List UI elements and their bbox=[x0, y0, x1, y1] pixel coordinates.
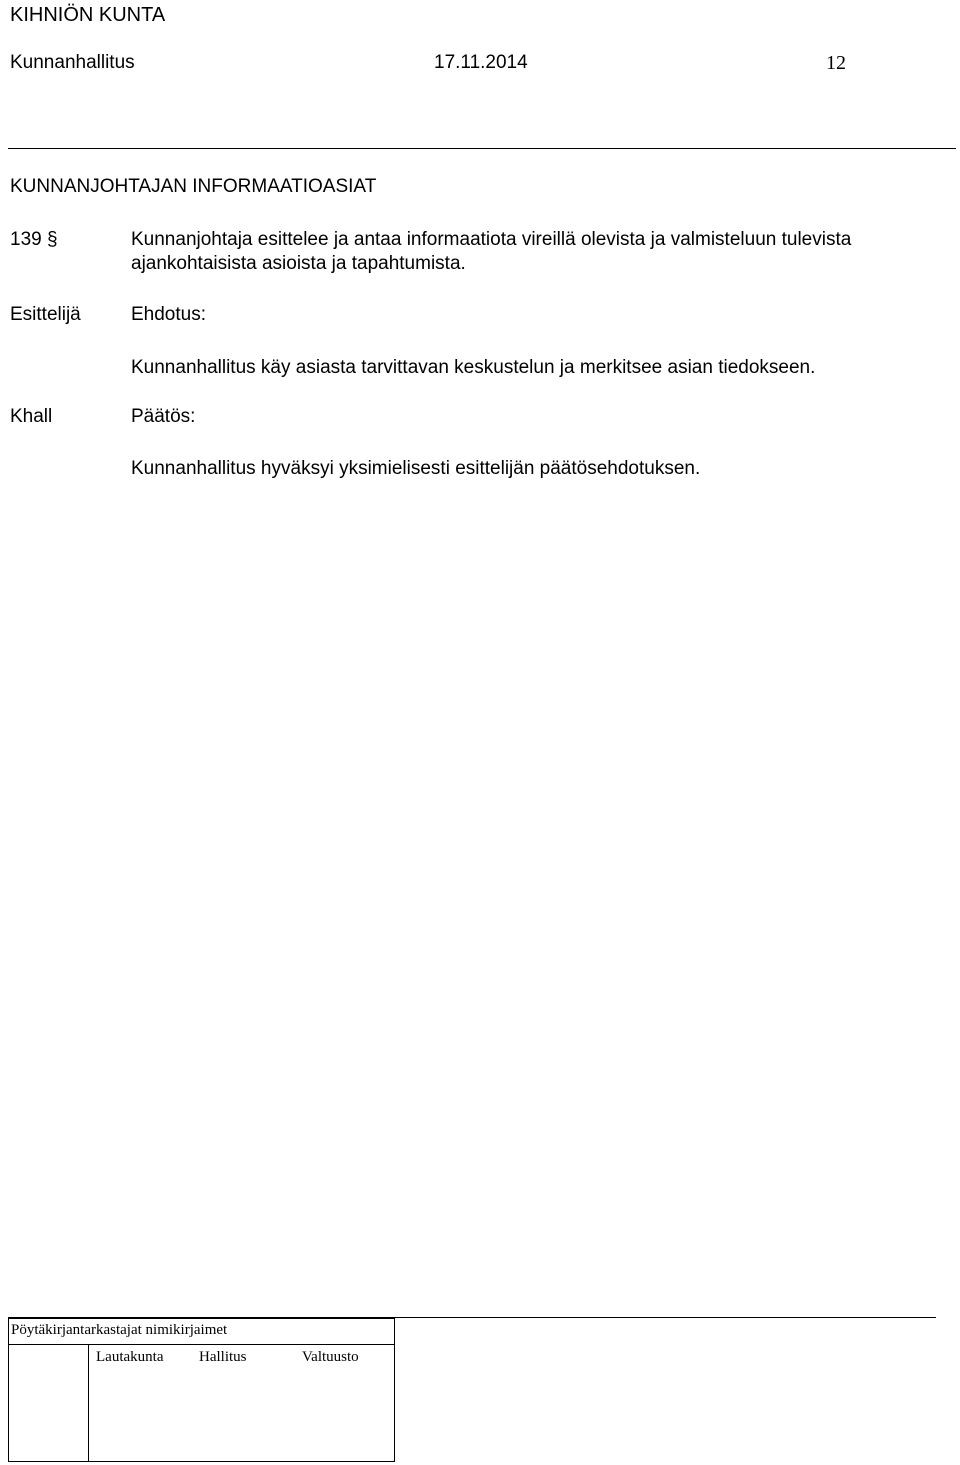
section-title: KUNNANJOHTAJAN INFORMAATIOASIAT bbox=[10, 176, 377, 197]
signature-column-hallitus: Hallitus bbox=[199, 1349, 247, 1365]
page-number: 12 bbox=[826, 52, 846, 74]
decision-text: Kunnanhallitus hyväksyi yksimielisesti esittelijän päätösehdotuksen. bbox=[131, 458, 701, 479]
organization-name: KIHNIÖN KUNTA bbox=[10, 4, 166, 26]
document-body-name: Kunnanhallitus bbox=[10, 52, 135, 73]
document-date: 17.11.2014 bbox=[434, 52, 528, 73]
signature-box bbox=[8, 1318, 395, 1462]
signature-box-divider bbox=[8, 1344, 395, 1345]
item-description: Kunnanjohtaja esittelee ja antaa informaatiota vireillä olevista ja valmisteluun tulevista ajankohtaisista asioista ja tapahtumista. bbox=[131, 229, 852, 274]
proposal-label: Ehdotus: bbox=[131, 304, 206, 325]
signature-box-column-divider bbox=[88, 1344, 89, 1462]
proposal-text: Kunnanhallitus käy asiasta tarvittavan keskustelun ja merkitsee asian tiedokseen. bbox=[131, 357, 816, 378]
presenter-label: Esittelijä bbox=[10, 304, 81, 325]
header-divider bbox=[8, 148, 956, 149]
signature-column-valtuusto: Valtuusto bbox=[302, 1349, 359, 1365]
decision-label: Päätös: bbox=[131, 406, 196, 427]
signature-column-lautakunta: Lautakunta bbox=[96, 1349, 164, 1365]
item-number: 139 § bbox=[10, 229, 58, 250]
signature-box-title: Pöytäkirjantarkastajat nimikirjaimet bbox=[11, 1322, 228, 1338]
decision-body-label: Khall bbox=[10, 406, 53, 427]
